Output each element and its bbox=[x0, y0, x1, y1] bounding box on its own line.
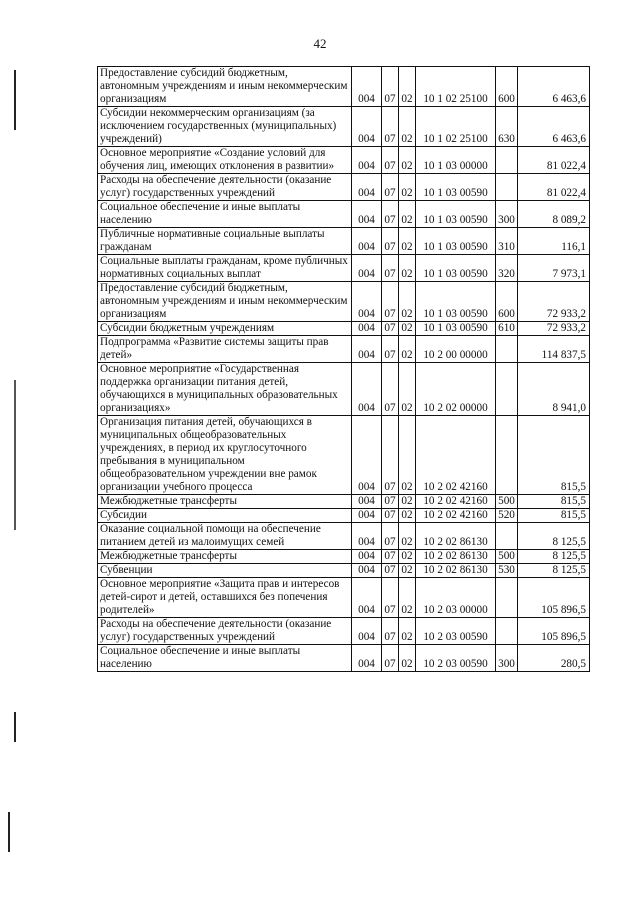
amount: 81 022,4 bbox=[518, 174, 590, 201]
section-code: 07 bbox=[382, 618, 399, 645]
row-name: Основное мероприятие «Государственная поддержка организации питания детей, обучающихся в муниципальных образовательных организациях» bbox=[98, 363, 352, 416]
section-code: 07 bbox=[382, 578, 399, 618]
row-name: Расходы на обеспечение деятельности (оказание услуг) государственных учреждений bbox=[98, 618, 352, 645]
expense-type-code bbox=[496, 363, 518, 416]
subsection-code: 02 bbox=[399, 509, 416, 523]
target-article-code: 10 1 03 00590 bbox=[416, 228, 496, 255]
row-name: Предоставление субсидий бюджетным, автономным учреждениям и иным некоммерческим организациям bbox=[98, 67, 352, 107]
amount: 6 463,6 bbox=[518, 67, 590, 107]
target-article-code: 10 2 00 00000 bbox=[416, 336, 496, 363]
table-row bbox=[98, 147, 590, 174]
amount: 8 125,5 bbox=[518, 550, 590, 564]
target-article-code: 10 2 02 00000 bbox=[416, 363, 496, 416]
table-row bbox=[98, 174, 590, 201]
section-code: 07 bbox=[382, 322, 399, 336]
expense-type-code bbox=[496, 578, 518, 618]
budget-table bbox=[97, 66, 590, 672]
table-row bbox=[98, 416, 590, 495]
target-article-code: 10 1 03 00590 bbox=[416, 201, 496, 228]
table-row bbox=[98, 282, 590, 322]
subsection-code: 02 bbox=[399, 174, 416, 201]
section-code: 07 bbox=[382, 523, 399, 550]
target-article-code: 10 2 02 86130 bbox=[416, 523, 496, 550]
page-number: 42 bbox=[313, 36, 327, 51]
expense-type-code bbox=[496, 618, 518, 645]
subsection-code: 02 bbox=[399, 255, 416, 282]
amount: 114 837,5 bbox=[518, 336, 590, 363]
subsection-code: 02 bbox=[399, 523, 416, 550]
row-name: Предоставление субсидий бюджетным, автономным учреждениям и иным некоммерческим организациям bbox=[98, 282, 352, 322]
expense-type-code: 600 bbox=[496, 282, 518, 322]
target-article-code: 10 1 02 25100 bbox=[416, 67, 496, 107]
margin-mark bbox=[14, 712, 16, 742]
target-article-code: 10 2 02 86130 bbox=[416, 550, 496, 564]
row-name: Оказание социальной помощи на обеспечение питанием детей из малоимущих семей bbox=[98, 523, 352, 550]
section-code: 07 bbox=[382, 147, 399, 174]
budget-table-body bbox=[98, 67, 590, 672]
section-code: 07 bbox=[382, 174, 399, 201]
section-code: 07 bbox=[382, 336, 399, 363]
margin-mark bbox=[14, 70, 16, 130]
expense-type-code: 500 bbox=[496, 495, 518, 509]
ved-code: 004 bbox=[352, 578, 382, 618]
amount: 105 896,5 bbox=[518, 618, 590, 645]
expense-type-code: 630 bbox=[496, 107, 518, 147]
expense-type-code bbox=[496, 174, 518, 201]
amount: 815,5 bbox=[518, 416, 590, 495]
target-article-code: 10 2 02 86130 bbox=[416, 564, 496, 578]
table-row bbox=[98, 336, 590, 363]
table-row bbox=[98, 255, 590, 282]
subsection-code: 02 bbox=[399, 363, 416, 416]
subsection-code: 02 bbox=[399, 336, 416, 363]
expense-type-code: 300 bbox=[496, 645, 518, 672]
expense-type-code bbox=[496, 147, 518, 174]
expense-type-code bbox=[496, 336, 518, 363]
amount: 815,5 bbox=[518, 495, 590, 509]
row-name: Основное мероприятие «Создание условий для обучения лиц, имеющих отклонения в развитии» bbox=[98, 147, 352, 174]
amount: 81 022,4 bbox=[518, 147, 590, 174]
row-name: Межбюджетные трансферты bbox=[98, 550, 352, 564]
target-article-code: 10 2 02 42160 bbox=[416, 509, 496, 523]
table-row bbox=[98, 618, 590, 645]
table-row bbox=[98, 322, 590, 336]
table-row bbox=[98, 645, 590, 672]
ved-code: 004 bbox=[352, 322, 382, 336]
subsection-code: 02 bbox=[399, 550, 416, 564]
ved-code: 004 bbox=[352, 618, 382, 645]
row-name: Основное мероприятие «Защита прав и интересов детей-сирот и детей, оставшихся без попечения родителей» bbox=[98, 578, 352, 618]
ved-code: 004 bbox=[352, 416, 382, 495]
section-code: 07 bbox=[382, 255, 399, 282]
table-row bbox=[98, 495, 590, 509]
ved-code: 004 bbox=[352, 523, 382, 550]
row-name: Субсидии bbox=[98, 509, 352, 523]
section-code: 07 bbox=[382, 282, 399, 322]
expense-type-code bbox=[496, 416, 518, 495]
table-row bbox=[98, 201, 590, 228]
subsection-code: 02 bbox=[399, 282, 416, 322]
subsection-code: 02 bbox=[399, 201, 416, 228]
section-code: 07 bbox=[382, 363, 399, 416]
amount: 7 973,1 bbox=[518, 255, 590, 282]
section-code: 07 bbox=[382, 509, 399, 523]
ved-code: 004 bbox=[352, 107, 382, 147]
target-article-code: 10 1 03 00590 bbox=[416, 174, 496, 201]
row-name: Расходы на обеспечение деятельности (оказание услуг) государственных учреждений bbox=[98, 174, 352, 201]
row-name: Организация питания детей, обучающихся в муниципальных общеобразовательных учреждениях, в период их круглосуточного пребывания в муниципальном общеобразовательном учреждении вне рамок организации учебного процесса bbox=[98, 416, 352, 495]
row-name: Социальное обеспечение и иные выплаты населению bbox=[98, 201, 352, 228]
ved-code: 004 bbox=[352, 495, 382, 509]
subsection-code: 02 bbox=[399, 322, 416, 336]
target-article-code: 10 2 03 00000 bbox=[416, 578, 496, 618]
subsection-code: 02 bbox=[399, 578, 416, 618]
amount: 72 933,2 bbox=[518, 282, 590, 322]
row-name: Субвенции bbox=[98, 564, 352, 578]
expense-type-code: 500 bbox=[496, 550, 518, 564]
amount: 8 125,5 bbox=[518, 564, 590, 578]
section-code: 07 bbox=[382, 201, 399, 228]
section-code: 07 bbox=[382, 564, 399, 578]
row-name: Социальное обеспечение и иные выплаты населению bbox=[98, 645, 352, 672]
expense-type-code: 520 bbox=[496, 509, 518, 523]
subsection-code: 02 bbox=[399, 107, 416, 147]
section-code: 07 bbox=[382, 550, 399, 564]
margin-mark bbox=[8, 812, 10, 852]
target-article-code: 10 2 02 42160 bbox=[416, 495, 496, 509]
table-row bbox=[98, 564, 590, 578]
table-row bbox=[98, 523, 590, 550]
target-article-code: 10 1 03 00590 bbox=[416, 282, 496, 322]
ved-code: 004 bbox=[352, 363, 382, 416]
row-name: Субсидии некоммерческим организациям (за исключением государственных (муниципальных) учреждений) bbox=[98, 107, 352, 147]
expense-type-code: 530 bbox=[496, 564, 518, 578]
target-article-code: 10 1 03 00590 bbox=[416, 322, 496, 336]
row-name: Подпрограмма «Развитие системы защиты прав детей» bbox=[98, 336, 352, 363]
table-row bbox=[98, 67, 590, 107]
ved-code: 004 bbox=[352, 67, 382, 107]
ved-code: 004 bbox=[352, 201, 382, 228]
ved-code: 004 bbox=[352, 564, 382, 578]
ved-code: 004 bbox=[352, 228, 382, 255]
expense-type-code: 610 bbox=[496, 322, 518, 336]
amount: 8 089,2 bbox=[518, 201, 590, 228]
subsection-code: 02 bbox=[399, 228, 416, 255]
ved-code: 004 bbox=[352, 174, 382, 201]
target-article-code: 10 1 02 25100 bbox=[416, 107, 496, 147]
row-name: Межбюджетные трансферты bbox=[98, 495, 352, 509]
table-row bbox=[98, 578, 590, 618]
expense-type-code bbox=[496, 523, 518, 550]
target-article-code: 10 2 02 42160 bbox=[416, 416, 496, 495]
amount: 280,5 bbox=[518, 645, 590, 672]
row-name: Субсидии бюджетным учреждениям bbox=[98, 322, 352, 336]
margin-mark bbox=[14, 380, 16, 530]
subsection-code: 02 bbox=[399, 618, 416, 645]
section-code: 07 bbox=[382, 645, 399, 672]
target-article-code: 10 1 03 00590 bbox=[416, 255, 496, 282]
row-name: Социальные выплаты гражданам, кроме публичных нормативных социальных выплат bbox=[98, 255, 352, 282]
ved-code: 004 bbox=[352, 255, 382, 282]
subsection-code: 02 bbox=[399, 147, 416, 174]
table-row bbox=[98, 228, 590, 255]
target-article-code: 10 2 03 00590 bbox=[416, 645, 496, 672]
amount: 116,1 bbox=[518, 228, 590, 255]
subsection-code: 02 bbox=[399, 564, 416, 578]
row-name: Публичные нормативные социальные выплаты гражданам bbox=[98, 228, 352, 255]
section-code: 07 bbox=[382, 67, 399, 107]
amount: 8 125,5 bbox=[518, 523, 590, 550]
amount: 8 941,0 bbox=[518, 363, 590, 416]
table-row bbox=[98, 107, 590, 147]
amount: 6 463,6 bbox=[518, 107, 590, 147]
expense-type-code: 320 bbox=[496, 255, 518, 282]
section-code: 07 bbox=[382, 107, 399, 147]
ved-code: 004 bbox=[352, 509, 382, 523]
expense-type-code: 310 bbox=[496, 228, 518, 255]
table-row bbox=[98, 363, 590, 416]
expense-type-code: 300 bbox=[496, 201, 518, 228]
table-row bbox=[98, 509, 590, 523]
subsection-code: 02 bbox=[399, 645, 416, 672]
ved-code: 004 bbox=[352, 645, 382, 672]
subsection-code: 02 bbox=[399, 67, 416, 107]
section-code: 07 bbox=[382, 228, 399, 255]
ved-code: 004 bbox=[352, 550, 382, 564]
subsection-code: 02 bbox=[399, 495, 416, 509]
expense-type-code: 600 bbox=[496, 67, 518, 107]
ved-code: 004 bbox=[352, 336, 382, 363]
ved-code: 004 bbox=[352, 282, 382, 322]
target-article-code: 10 1 03 00000 bbox=[416, 147, 496, 174]
amount: 105 896,5 bbox=[518, 578, 590, 618]
amount: 815,5 bbox=[518, 509, 590, 523]
table-row bbox=[98, 550, 590, 564]
amount: 72 933,2 bbox=[518, 322, 590, 336]
section-code: 07 bbox=[382, 416, 399, 495]
subsection-code: 02 bbox=[399, 416, 416, 495]
ved-code: 004 bbox=[352, 147, 382, 174]
section-code: 07 bbox=[382, 495, 399, 509]
target-article-code: 10 2 03 00590 bbox=[416, 618, 496, 645]
